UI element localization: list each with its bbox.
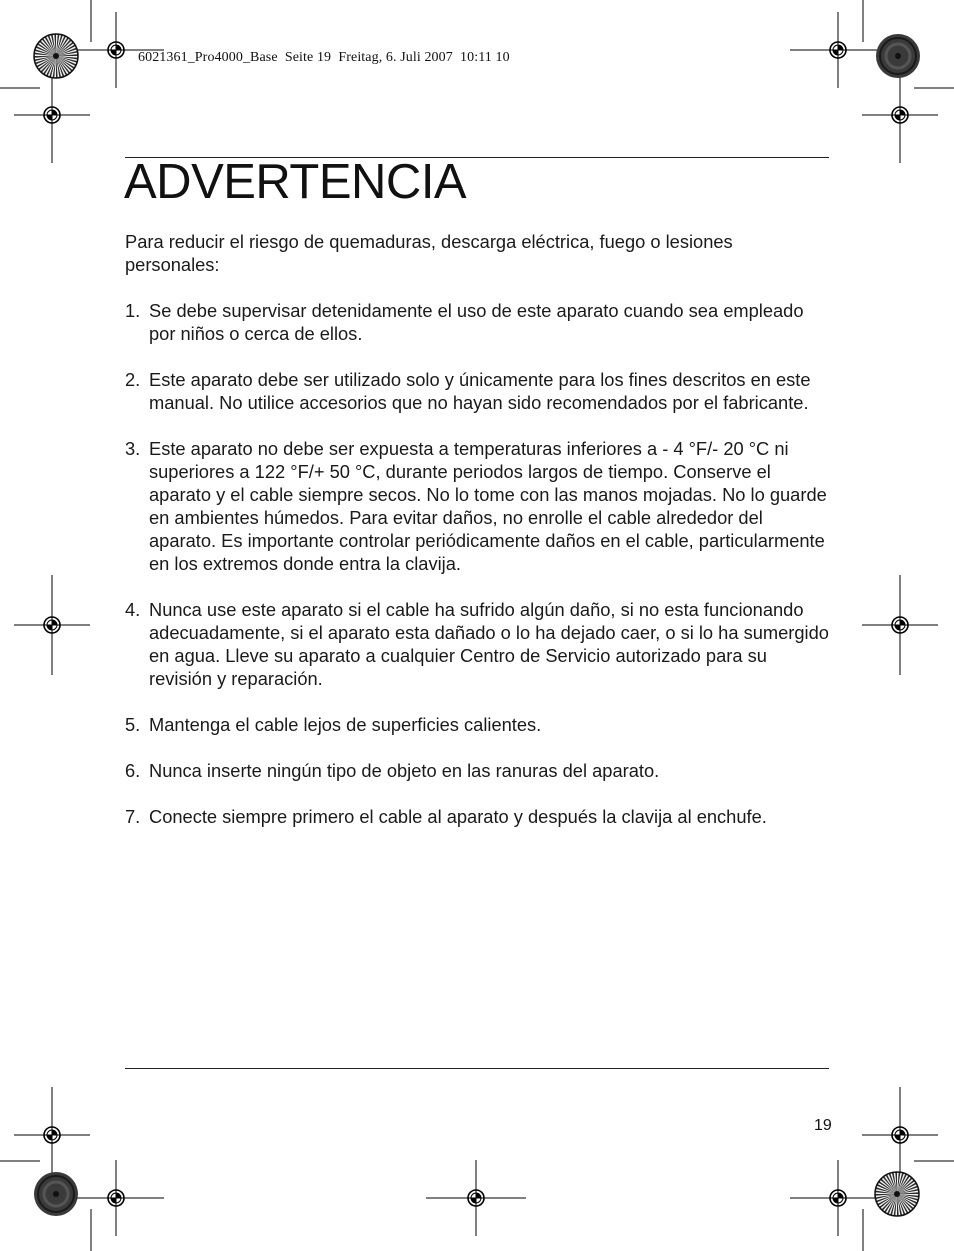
item-text: Conecte siempre primero el cable al aparato y después la clavija al enchufe. xyxy=(149,806,767,827)
item-text: Mantenga el cable lejos de superficies calientes. xyxy=(149,714,542,735)
registration-mark-icon xyxy=(862,67,938,163)
starburst-icon xyxy=(875,1172,919,1216)
starburst-icon xyxy=(876,34,920,78)
registration-mark-icon xyxy=(68,1160,164,1236)
list-item xyxy=(125,368,831,414)
warning-list xyxy=(125,299,831,828)
starburst-icon xyxy=(34,34,78,78)
page-number: 19 xyxy=(814,1117,832,1134)
item-number: 6. xyxy=(125,760,141,781)
registration-mark-icon xyxy=(862,575,938,675)
list-item xyxy=(125,437,831,575)
registration-mark-icon xyxy=(790,1160,886,1236)
item-text: Nunca inserte ningún tipo de objeto en las ranuras del aparato. xyxy=(149,760,660,781)
registration-mark-icon xyxy=(426,1160,526,1236)
warning-content xyxy=(125,230,831,851)
list-item xyxy=(125,713,831,736)
list-item xyxy=(125,299,831,345)
registration-mark-icon xyxy=(790,12,886,88)
registration-mark-icon xyxy=(14,67,90,163)
registration-mark-icon xyxy=(862,1087,938,1183)
item-text: Este aparato no debe ser expuesta a temperaturas inferiores a - 4 °F/- 20 °C ni superiores a 122 °F/+ 50 °C, durante periodos largos de tiempo. Conserve el aparato y el cable siempre secos. No lo tome con las manos mojadas. No lo guarde en ambientes húmedos. Para evitar daños, no enrolle el cable alrededor del aparato. Es importante controlar periódicamente daños en el cable, particularmente en los extremos donde entra la clavija. xyxy=(149,438,827,574)
item-number: 7. xyxy=(125,806,141,827)
intro-paragraph: Para reducir el riesgo de quemaduras, descarga eléctrica, fuego o lesiones personales: xyxy=(125,231,733,275)
item-number: 3. xyxy=(125,438,141,459)
item-number: 1. xyxy=(125,300,141,321)
item-number: 4. xyxy=(125,599,141,620)
item-text: Se debe supervisar detenidamente el uso de este aparato cuando sea empleado por niños o cerca de ellos. xyxy=(149,300,804,344)
list-item xyxy=(125,759,831,782)
page-title: ADVERTENCIA xyxy=(124,155,467,209)
registration-mark-icon xyxy=(14,575,90,675)
registration-mark-icon xyxy=(14,1087,90,1183)
item-text: Nunca use este aparato si el cable ha sufrido algún daño, si no esta funcionando adecuadamente, si el aparato esta dañado o lo ha dejado caer, o si lo ha sumergido en agua. Lleve su aparato a cualquier Centro de Servicio autorizado para su revisión y reparación. xyxy=(149,599,829,689)
item-number: 5. xyxy=(125,714,141,735)
print-slug-header: 6021361_Pro4000_Base Seite 19 Freitag, 6. Juli 2007 10:11 10 xyxy=(138,50,510,65)
bottom-rule xyxy=(125,1068,829,1069)
list-item xyxy=(125,598,831,690)
list-item xyxy=(125,805,831,828)
starburst-icon xyxy=(34,1172,78,1216)
item-text: Este aparato debe ser utilizado solo y únicamente para los fines descritos en este manual. No utilice accesorios que no hayan sido recomendados por el fabricante. xyxy=(149,369,811,413)
item-number: 2. xyxy=(125,369,141,390)
